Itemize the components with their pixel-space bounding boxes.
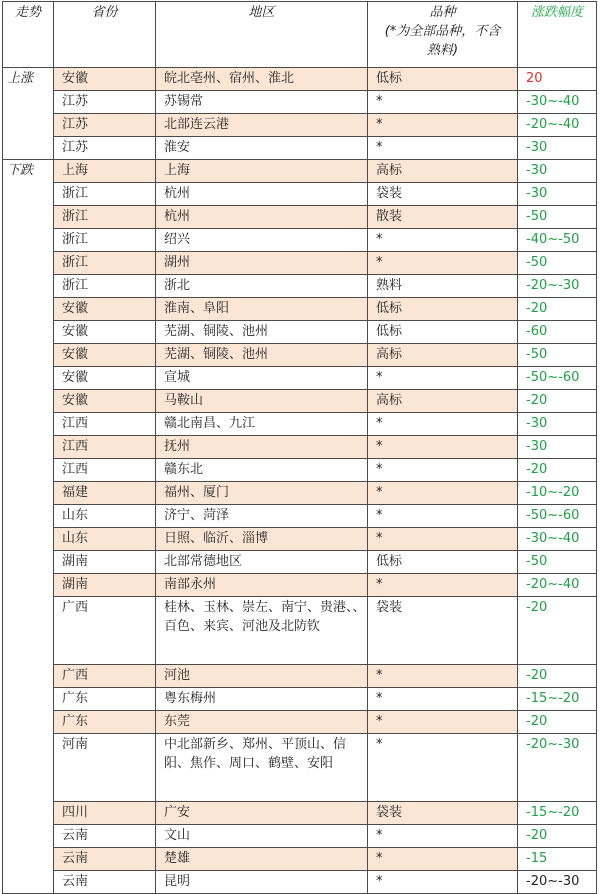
province-cell: 江苏 [54,137,156,160]
province-cell: 浙江 [54,206,156,229]
region-cell: 赣东北 [156,459,368,482]
variety-cell: * [368,528,518,551]
variety-cell: 低标 [368,321,518,344]
trend-cell [3,482,54,505]
province-cell: 广西 [54,597,156,665]
change-cell: -30~-40 [518,91,597,114]
trend-cell [3,436,54,459]
change-cell: -20~-30 [518,275,597,298]
change-cell: -50~-60 [518,367,597,390]
region-cell: 北部常德地区 [156,551,368,574]
region-cell: 芜湖、铜陵、池州 [156,344,368,367]
region-cell: 赣北南昌、九江 [156,413,368,436]
region-cell: 中北部新乡、郑州、平顶山、信阳、焦作、周口、鹤壁、安阳 [156,734,368,802]
trend-cell [3,528,54,551]
header-variety-line1: 品种 [429,5,456,20]
trend-cell [3,114,54,137]
trend-cell [3,413,54,436]
change-cell: -20~-30 [518,734,597,802]
variety-cell: 高标 [368,344,518,367]
change-cell: -50 [518,551,597,574]
variety-cell: 高标 [368,390,518,413]
trend-cell [3,275,54,298]
region-cell: 淮安 [156,137,368,160]
change-cell: -10~-20 [518,482,597,505]
province-cell: 湖南 [54,574,156,597]
trend-cell [3,574,54,597]
table-row [3,574,597,597]
variety-cell: * [368,413,518,436]
province-cell: 山东 [54,528,156,551]
change-cell: -20 [518,390,597,413]
province-cell: 安徽 [54,367,156,390]
province-cell: 山东 [54,505,156,528]
variety-cell: 袋装 [368,802,518,825]
table-row [3,459,597,482]
province-cell: 江苏 [54,114,156,137]
province-cell: 云南 [54,825,156,848]
province-cell: 浙江 [54,229,156,252]
region-cell: 皖北亳州、宿州、淮北 [156,68,368,91]
region-cell: 上海 [156,160,368,183]
change-cell: -20 [518,665,597,688]
region-cell: 广安 [156,802,368,825]
region-cell: 日照、临沂、淄博 [156,528,368,551]
change-cell: -40~-50 [518,229,597,252]
header-variety [368,2,518,68]
table-row [3,711,597,734]
region-cell: 桂林、玉林、崇左、南宁、贵港、、百色、来宾、河池及北防钦 [156,597,368,665]
trend-cell: 下跌 [3,160,54,183]
province-cell: 安徽 [54,68,156,91]
trend-cell [3,825,54,848]
variety-cell: * [368,574,518,597]
region-cell: 淮南、阜阳 [156,298,368,321]
change-cell: -30 [518,436,597,459]
province-cell: 浙江 [54,275,156,298]
header-region: 地区 [156,2,368,68]
table-row [3,688,597,711]
region-cell: 济宁、菏泽 [156,505,368,528]
table-row [3,114,597,137]
table-row [3,183,597,206]
table-row [3,206,597,229]
trend-cell [3,459,54,482]
change-cell: -20~-40 [518,114,597,137]
region-cell: 马鞍山 [156,390,368,413]
variety-cell: * [368,505,518,528]
variety-cell: * [368,459,518,482]
table-row [3,160,597,183]
table-row [3,91,597,114]
trend-cell [3,137,54,160]
region-cell: 昆明 [156,871,368,894]
table-row [3,275,597,298]
trend-cell [3,688,54,711]
change-cell: -20 [518,711,597,734]
trend-cell [3,848,54,871]
trend-cell [3,183,54,206]
variety-cell: * [368,91,518,114]
trend-cell [3,734,54,802]
table-row [3,390,597,413]
header-row [3,2,597,68]
table-row [3,137,597,160]
variety-cell: * [368,114,518,137]
change-cell: -30 [518,160,597,183]
province-cell: 福建 [54,482,156,505]
region-cell: 杭州 [156,206,368,229]
province-cell: 江西 [54,436,156,459]
province-cell: 云南 [54,871,156,894]
change-cell: -50 [518,206,597,229]
province-cell: 四川 [54,802,156,825]
variety-cell: * [368,137,518,160]
variety-cell: 低标 [368,551,518,574]
change-cell: -20 [518,298,597,321]
trend-cell [3,597,54,665]
trend-cell [3,91,54,114]
change-cell: -20 [518,825,597,848]
region-cell: 南部永州 [156,574,368,597]
province-cell: 安徽 [54,344,156,367]
variety-cell: * [368,711,518,734]
change-cell: -50~-60 [518,505,597,528]
change-cell: -30 [518,137,597,160]
trend-cell: 上涨 [3,68,54,91]
change-cell: -30 [518,183,597,206]
change-cell: -20 [518,597,597,665]
region-cell: 芜湖、铜陵、池州 [156,321,368,344]
trend-cell [3,505,54,528]
table-row [3,665,597,688]
trend-cell [3,711,54,734]
variety-cell: * [368,734,518,802]
table-row [3,344,597,367]
table-row [3,321,597,344]
region-cell: 楚雄 [156,848,368,871]
province-cell: 上海 [54,160,156,183]
change-cell: -15~-20 [518,688,597,711]
cement-price-change-table [2,1,597,894]
table-row [3,802,597,825]
variety-cell: 低标 [368,298,518,321]
table-row [3,825,597,848]
province-cell: 河南 [54,734,156,802]
change-cell: -50 [518,344,597,367]
table-row [3,551,597,574]
province-cell: 广东 [54,711,156,734]
trend-cell [3,206,54,229]
change-cell: -20 [518,459,597,482]
table-row [3,505,597,528]
change-cell: -20~-40 [518,574,597,597]
region-cell: 东莞 [156,711,368,734]
region-cell: 宣城 [156,367,368,390]
table-row [3,68,597,91]
change-cell: -60 [518,321,597,344]
table-row [3,436,597,459]
change-cell: -15~-20 [518,802,597,825]
table-row [3,482,597,505]
variety-cell: 散装 [368,206,518,229]
variety-cell: * [368,871,518,894]
header-trend: 走势 [3,2,54,68]
region-cell: 北部连云港 [156,114,368,137]
region-cell: 杭州 [156,183,368,206]
variety-cell: 袋装 [368,183,518,206]
variety-cell: * [368,252,518,275]
change-cell: -20~-30 [518,871,597,894]
header-variety-line2: (*为全部品种，不含 [384,24,501,39]
region-cell: 粤东梅州 [156,688,368,711]
province-cell: 安徽 [54,321,156,344]
variety-cell: * [368,688,518,711]
table-row [3,229,597,252]
table-row [3,252,597,275]
table-row [3,597,597,665]
change-cell: 20 [518,68,597,91]
trend-cell [3,344,54,367]
region-cell: 河池 [156,665,368,688]
variety-cell: * [368,825,518,848]
trend-cell [3,252,54,275]
trend-cell [3,390,54,413]
trend-cell [3,229,54,252]
province-cell: 浙江 [54,183,156,206]
change-cell: -30~-40 [518,528,597,551]
trend-cell [3,367,54,390]
region-cell: 绍兴 [156,229,368,252]
province-cell: 广东 [54,688,156,711]
province-cell: 江西 [54,459,156,482]
variety-cell: * [368,848,518,871]
trend-cell [3,665,54,688]
trend-cell [3,551,54,574]
region-cell: 抚州 [156,436,368,459]
table-row [3,298,597,321]
trend-cell [3,802,54,825]
change-cell: -30 [518,413,597,436]
variety-cell: 熟料 [368,275,518,298]
table-row [3,848,597,871]
header-change: 涨跌幅度 [518,2,597,68]
province-cell: 浙江 [54,252,156,275]
province-cell: 江西 [54,413,156,436]
province-cell: 安徽 [54,298,156,321]
header-variety-line3: 熟料) [426,43,459,58]
change-cell: -50 [518,252,597,275]
province-cell: 湖南 [54,551,156,574]
variety-cell: 低标 [368,68,518,91]
table-body [3,68,597,894]
region-cell: 福州、厦门 [156,482,368,505]
variety-cell: 高标 [368,160,518,183]
region-cell: 浙北 [156,275,368,298]
region-cell: 湖州 [156,252,368,275]
variety-cell: 袋装 [368,597,518,665]
province-cell: 安徽 [54,390,156,413]
change-cell: -15 [518,848,597,871]
variety-cell: * [368,436,518,459]
header-province: 省份 [54,2,156,68]
variety-cell: * [368,665,518,688]
trend-cell [3,321,54,344]
trend-cell [3,298,54,321]
table-row [3,734,597,802]
table-row [3,413,597,436]
variety-cell: * [368,229,518,252]
table-row [3,528,597,551]
province-cell: 江苏 [54,91,156,114]
province-cell: 广西 [54,665,156,688]
table-row [3,367,597,390]
variety-cell: * [368,482,518,505]
region-cell: 苏锡常 [156,91,368,114]
region-cell: 文山 [156,825,368,848]
province-cell: 云南 [54,848,156,871]
variety-cell: * [368,367,518,390]
